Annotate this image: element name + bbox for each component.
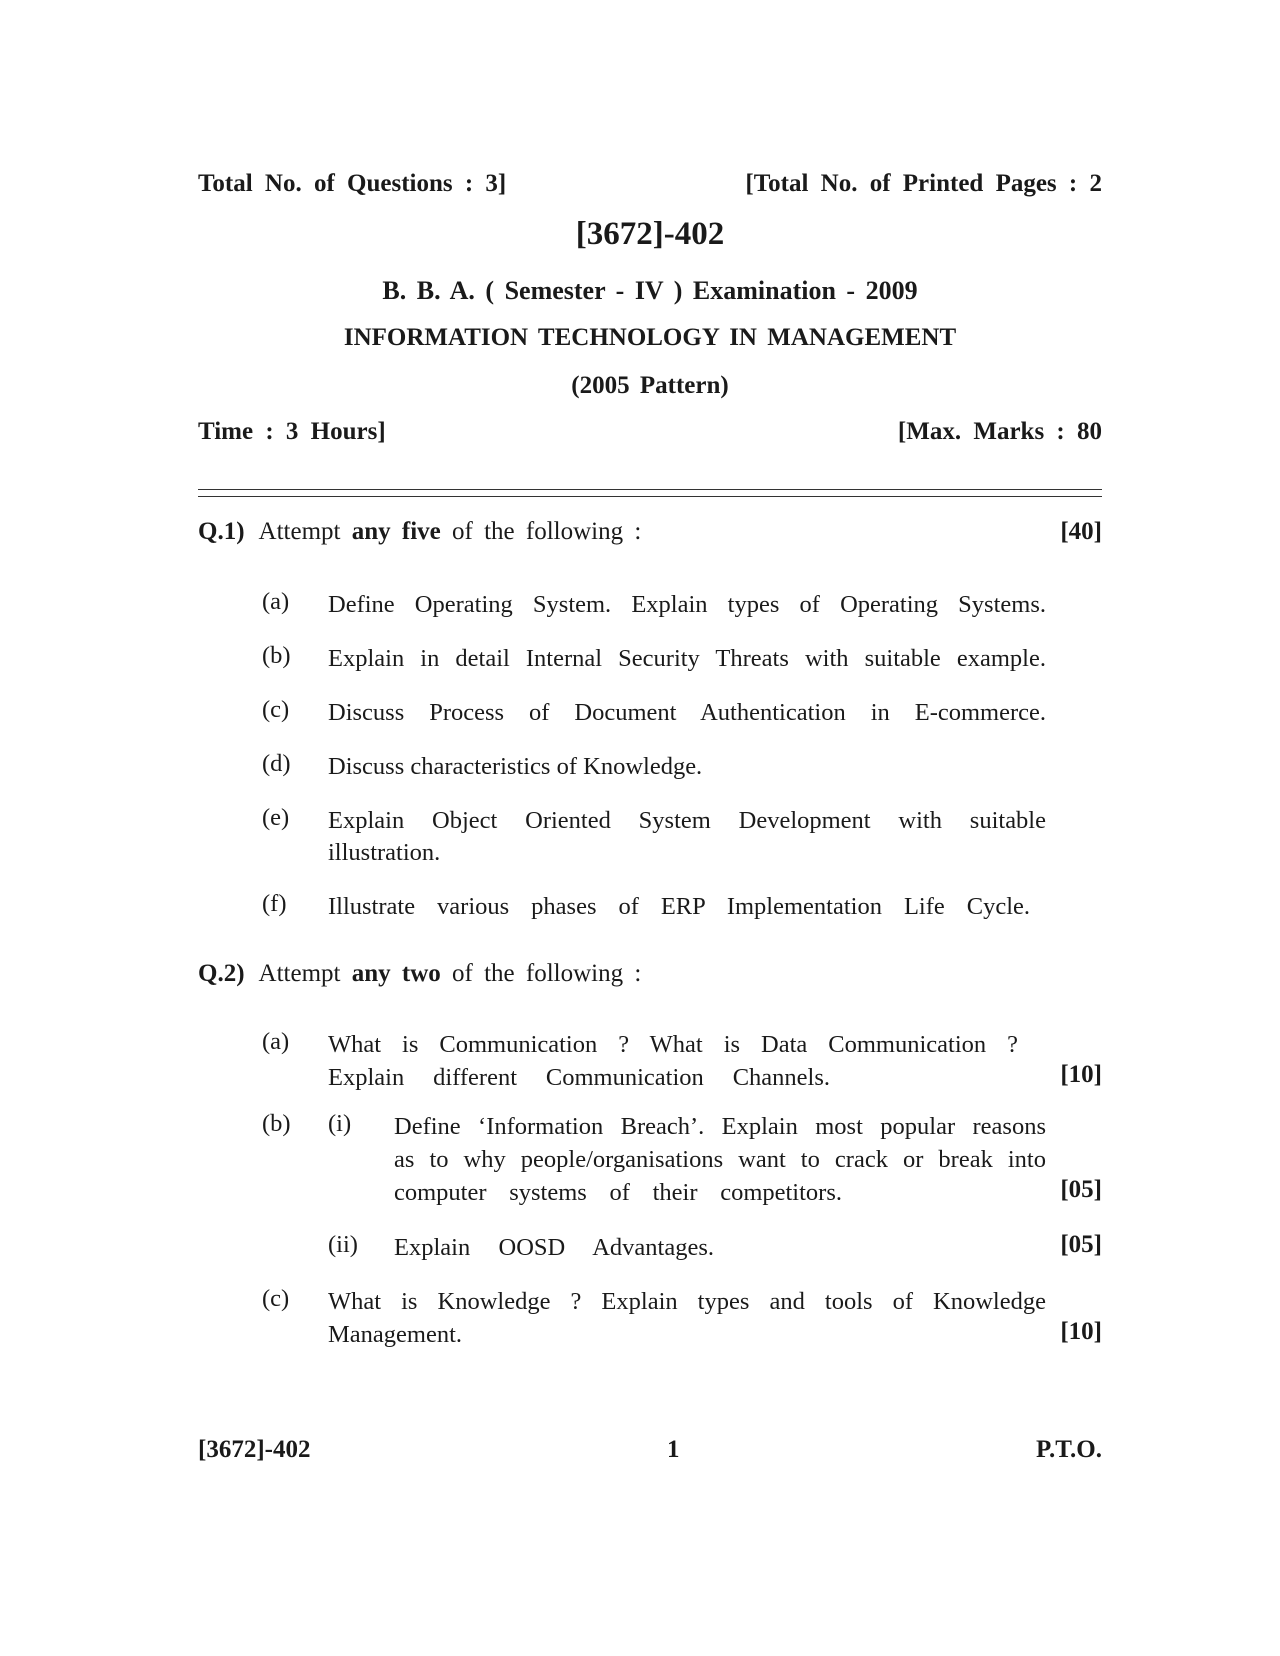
q1-f-label: (f) (262, 890, 287, 917)
q2-b-i-line3: computer systems of their competitors. (394, 1179, 842, 1206)
divider-top (198, 489, 1102, 490)
header-top-row (198, 170, 1102, 198)
exam-title: B. B. A. ( Semester - IV ) Examination - 2009 (382, 276, 918, 305)
q2-a-marks: [10] (1060, 1061, 1102, 1088)
q2-b-i-line1: Define ‘Information Breach’. Explain most popular reasons (394, 1113, 1046, 1140)
q1-e-text-line1: Explain Object Oriented System Development with suitable (328, 807, 1046, 834)
pattern: (2005 Pattern) (571, 372, 729, 399)
q2-number: Q.2) (198, 960, 245, 987)
q2-heading (198, 960, 1102, 988)
q1-instr-post: of the following : (452, 518, 642, 545)
q2-instr-pre: Attempt (258, 960, 341, 987)
q1-e-text-line2: illustration. (328, 839, 441, 866)
q1-c-text: Discuss Process of Document Authentication in E-commerce. (328, 699, 1046, 726)
footer (198, 1436, 1102, 1464)
q2-a-label: (a) (262, 1028, 290, 1055)
paper-code: [3672]-402 (575, 216, 725, 252)
q2-b-i-marks: [05] (1060, 1176, 1102, 1203)
total-pages: [Total No. of Printed Pages : 2 (745, 170, 1102, 197)
q2-b-ii-text: Explain OOSD Advantages. (394, 1234, 714, 1261)
divider-bottom (198, 496, 1102, 497)
q1-e-label: (e) (262, 804, 290, 831)
total-questions: Total No. of Questions : 3] (198, 170, 507, 197)
q1-f-text: Illustrate various phases of ERP Implementation Life Cycle. (328, 893, 1030, 920)
q1-marks: [40] (1060, 518, 1102, 545)
q1-number: Q.1) (198, 518, 245, 545)
q2-b-i-line2: as to why people/organisations want to crack or break into (394, 1146, 1046, 1173)
q1-a-label: (a) (262, 588, 290, 615)
q1-d-text: Discuss characteristics of Knowledge. (328, 753, 703, 780)
subject-title: INFORMATION TECHNOLOGY IN MANAGEMENT (343, 324, 957, 351)
q1-b-label: (b) (262, 642, 291, 669)
q2-b-i-label: (i) (328, 1110, 352, 1137)
q1-a-text: Define Operating System. Explain types of Operating Systems. (328, 591, 1046, 618)
q1-instr-pre: Attempt (258, 518, 341, 545)
q2-b-label: (b) (262, 1110, 291, 1137)
time-marks-row (198, 418, 1102, 446)
footer-pto: P.T.O. (1035, 1436, 1102, 1463)
q2-a-text-line2: Explain different Communication Channels. (328, 1064, 830, 1091)
q2-instr-bold: any two (351, 960, 441, 987)
q2-c-text-line1: What is Knowledge ? Explain types and tools of Knowledge (328, 1288, 1046, 1315)
q2-instr-post: of the following : (452, 960, 642, 987)
max-marks: [Max. Marks : 80 (897, 418, 1102, 445)
q2-c-marks: [10] (1060, 1318, 1102, 1345)
q2-b-ii-marks: [05] (1060, 1231, 1102, 1258)
q1-instr-bold: any five (351, 518, 441, 545)
time: Time : 3 Hours] (198, 418, 386, 445)
q2-a-text-line1: What is Communication ? What is Data Communication ? (328, 1031, 1018, 1058)
q2-c-text-line2: Management. (328, 1321, 463, 1348)
footer-page-number: 1 (666, 1436, 680, 1463)
q2-c-label: (c) (262, 1285, 290, 1312)
q1-b-text: Explain in detail Internal Security Threats with suitable example. (328, 645, 1046, 672)
footer-code: [3672]-402 (198, 1436, 311, 1463)
q2-b-ii-label: (ii) (328, 1231, 358, 1258)
q1-heading (198, 518, 1102, 546)
q1-c-label: (c) (262, 696, 290, 723)
q1-d-label: (d) (262, 750, 291, 777)
